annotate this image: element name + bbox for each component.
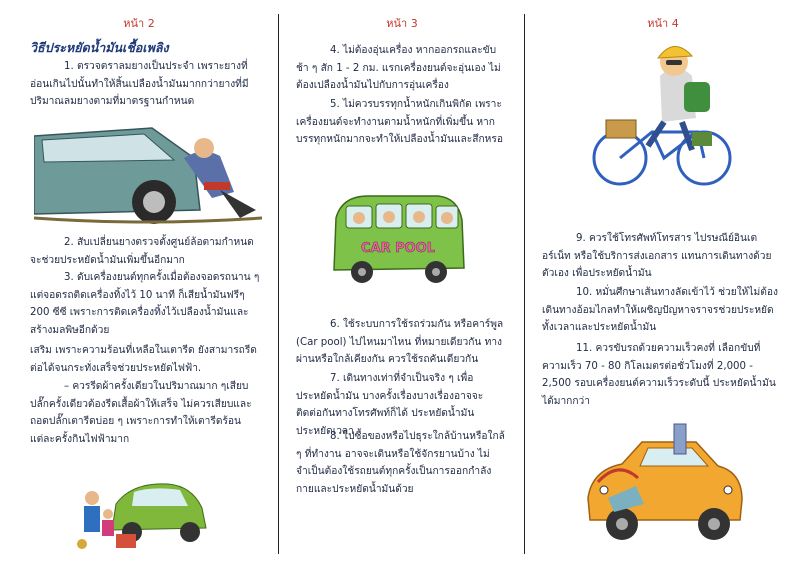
tip-7: 7. เดินทางเท่าที่จำเป็นจริง ๆ เพื่อประหยัดน้ำมัน บางครั้งเรื่องบางเรื่องอาจจะติดต่อกันทางโทรศัพท์ก็ได้ ประหยัดน้ำมัน ประหยัดเวลา	[296, 373, 484, 437]
page-2-label: หน้า 2	[123, 17, 155, 30]
page-4-column	[526, 0, 800, 566]
car-pool-sign: CAR POOL	[360, 241, 436, 256]
tip-8: 8. ไปซื้อของหรือไปธุระใกล้บ้านหรือใกล้ ๆ ที่ทำงาน อาจจะเดินหรือใช้จักรยานบ้าง ไม่จำเป็นต้องใช้รถยนต์ทุกครั้งเป็นการออกกำลังกายและประหยัดน้ำมันด้วย	[296, 431, 505, 495]
page-3-column	[280, 0, 524, 566]
car-pool-van-illustration	[328, 190, 468, 288]
page-2-column	[0, 0, 278, 566]
family-car-illustration	[72, 464, 212, 554]
tip-10: 10. หมั่นศึกษาเส้นทางลัดเข้าไว้ ช่วยให้ไม่ต้องเดินทางอ้อมไกลทำให้เผชิญปัญหาจราจรช่วยประหยัดทั้งเวลาและประหยัดน้ำมัน	[542, 287, 778, 333]
tip-3: 3. ดับเครื่องยนต์ทุกครั้งเมื่อต้องจอดรถนาน ๆ แต่จอดรถติดเครื่องทิ้งไว้ 10 นาที ก็เสียน้ำมันฟรีๆ 200 ซีซี เพราะการติดเครื่องทิ้งไว้เปลืองน้ำมันและสร้างมลพิษอีกด้วย	[30, 272, 260, 336]
tip-4: 4. ไม่ต้องอุ่นเครื่อง หากออกรถและขับช้า ๆ สัก 1 - 2 กม. แรกเครื่องยนต์จะอุ่นเอง ไม่ต้องเปลืองน้ำมันไปกับการอุ่นเครื่อง	[296, 45, 501, 91]
tip-5: 5. ไม่ควรบรรทุกน้ำหนักเกินพิกัด เพราะเครื่องยนต์จะทำงานตามน้ำหนักที่เพิ่มขึ้น หากบรรทุกหนักมากจะทำให้เปลืองน้ำมันและสึกหรอ	[296, 99, 503, 145]
tip-11: 11. ควรขับรถด้วยความเร็วคงที่ เลือกขับที่ความเร็ว 70 - 80 กิโลเมตรต่อชั่วโมงที่ 2,000 - 2,500 รอบเครื่องยนต์ความเร็วระดับนี้ ประหยัดน้ำมันได้มากกว่า	[542, 343, 776, 407]
tip-6: 6. ใช้ระบบการใช้รถร่วมกัน หรือคาร์พูล (Car pool) ไปไหนมาไหน ที่หมายเดียวกัน ทางผ่านหรือใกล้เคียงกัน ควรใช้รถคันเดียวกัน	[296, 319, 504, 365]
tip-1: 1. ตรวจตราลมยางเป็นประจำ เพราะยางที่อ่อนเกินไปนั้นทำให้สิ้นเปลืองน้ำมันมากกว่ายางที่มีปริมาณลมยางตามที่มาตรฐานกำหนด	[30, 61, 249, 107]
page-3-label: หน้า 3	[386, 17, 418, 30]
tip-9: 9. ควรใช้โทรศัพท์โทรสาร ไปรษณีย์อินเตอร์เน็ท หรือใช้บริการส่งเอกสาร แทนการเดินทางด้วยตัวเอง เพื่อประหยัดน้ำมัน	[542, 233, 772, 279]
column-divider-left	[278, 14, 279, 554]
page-4-label: หน้า 4	[647, 17, 679, 30]
ironing-tip: – ควรรีดผ้าครั้งเดียวในปริมาณมาก ๆเสียบปลั๊กครั้งเดียวต้องรีดเสื้อผ้าให้เสร็จ ไม่ควรเสียบและถอดปลั๊กเตารีดบ่อย ๆ เพราะการทำให้เตารีดร้อนแต่ละครั้งกินไฟฟ้ามาก	[30, 381, 252, 445]
cyclist-illustration	[588, 36, 738, 196]
column-divider-right	[524, 14, 525, 554]
ironing-tip-continued: เสริม เพราะความร้อนที่เหลือในเตารีด ยังสามารถรีดต่อได้จนกระทั่งเสร็จช่วยประหยัดไฟฟ้า.	[30, 345, 257, 374]
tire-check-illustration	[34, 118, 262, 228]
broken-car-illustration	[578, 420, 748, 550]
section-heading: วิธีประหยัดน้ำมันเชื้อเพลิง	[30, 40, 169, 55]
tip-2: 2. สับเปลี่ยนยางตรวจตั้งศูนย์ล้อตามกำหนดจะช่วยประหยัดน้ำมันเพิ่มขึ้นอีกมาก	[30, 237, 254, 266]
